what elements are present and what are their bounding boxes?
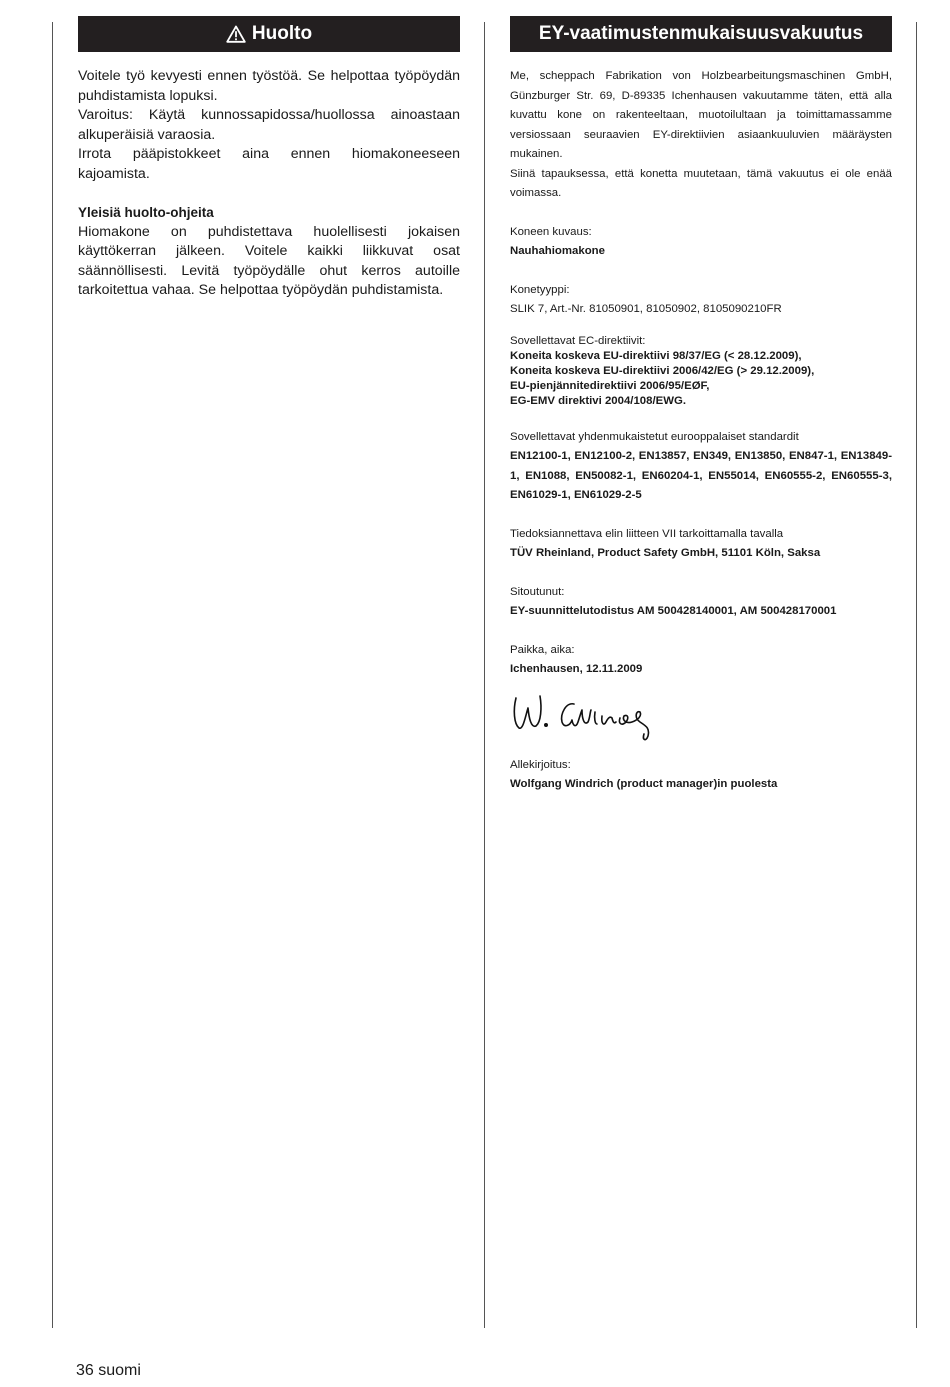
paragraph-general-maintenance: Hiomakone on puhdistettava huolellisesti jokaisen käyttökerran jälkeen. Voitele kaikki liikkuvat osat säännöllisesti. Levitä työpöydälle ohut kerros autoille tarkoitettua vahaa. Se helpottaa työpöydän puhdistamista.	[78, 223, 460, 298]
commitment-label: Sitoutunut:	[510, 585, 565, 598]
declaration-column	[510, 16, 892, 795]
maintenance-text	[78, 67, 460, 301]
right-border-rule	[916, 22, 917, 1328]
directive-item: EG-EMV direktivi 2004/108/EWG.	[510, 394, 686, 407]
machine-value: Nauhahiomakone	[510, 245, 605, 257]
center-column-rule	[484, 22, 485, 1328]
left-border-rule	[52, 22, 53, 1328]
declaration-title: EY-vaatimustenmukaisuusvakuutus	[538, 23, 864, 44]
standards-label: Sovellettavat yhdenmukaistetut eurooppalaiset standardit	[510, 430, 799, 443]
general-maintenance-subheading: Yleisiä huolto-ohjeita	[78, 205, 214, 220]
declaration-intro: Me, scheppach Fabrikation von Holzbearbeitungsmaschinen GmbH, Günzburger Str. 69, D-89335 Ichenhausen vakuutamme täten, että alla kuvattu kone on rakenteeltaan, muotoilultaan ja toimittamassamme versiossaan seuraavien EY-direktiivien asiaankuuluvien määräysten mukainen.	[510, 70, 892, 160]
place-date-value: Ichenhausen, 12.11.2009	[510, 663, 643, 675]
paragraph-lubricate: Voitele työ kevyesti ennen työstöä. Se helpottaa työpöydän puhdistamista lopuksi.	[78, 68, 460, 104]
declaration-text	[510, 67, 892, 795]
directive-item: Koneita koskeva EU-direktiivi 2006/42/EG (> 29.12.2009),	[510, 364, 815, 377]
paragraph-spare-parts: Varoitus: Käytä kunnossapidossa/huollossa ainoastaan alkuperäisiä varaosia.	[78, 107, 460, 143]
warning-triangle-icon	[226, 25, 246, 43]
commitment-value: EY-suunnittelutodistus AM 500428140001, AM 500428170001	[510, 605, 837, 617]
machine-label: Koneen kuvaus:	[510, 225, 592, 238]
notified-body-value: TÜV Rheinland, Product Safety GmbH, 51101 Köln, Saksa	[510, 547, 821, 559]
paragraph-unplug: Irrota pääpistokkeet aina ennen hiomakoneeseen kajoamista.	[78, 146, 460, 182]
maintenance-heading	[78, 16, 460, 52]
signature-value: Wolfgang Windrich (product manager)in puolesta	[510, 778, 778, 790]
directives-label: Sovellettavat EC-direktiivit:	[510, 334, 646, 347]
notified-body-label: Tiedoksiannettava elin liitteen VII tarkoittamalla tavalla	[510, 527, 784, 540]
page-number: 36 suomi	[76, 1362, 141, 1379]
signature-label: Allekirjoitus:	[510, 758, 571, 771]
maintenance-title: Huolto	[251, 23, 313, 44]
directive-item: Koneita koskeva EU-direktiivi 98/37/EG (< 28.12.2009),	[510, 349, 802, 362]
maintenance-column	[78, 16, 460, 301]
handwritten-signature	[510, 690, 892, 748]
declaration-validity: Siinä tapauksessa, että konetta muutetaan, tämä vakuutus ei ole enää voimassa.	[510, 167, 892, 199]
place-date-label: Paikka, aika:	[510, 643, 575, 656]
standards-value: EN12100-1, EN12100-2, EN13857, EN349, EN13850, EN847-1, EN13849-1, EN1088, EN50082-1, EN60204-1, EN55014, EN60555-2, EN60555-3, EN61029-1, EN61029-2-5	[510, 450, 892, 501]
declaration-heading	[510, 16, 892, 52]
type-label: Konetyyppi:	[510, 283, 570, 296]
directive-item: EU-pienjännitedirektiivi 2006/95/EØF,	[510, 379, 710, 392]
type-value: SLIK 7, Art.-Nr. 81050901, 81050902, 8105090210FR	[510, 303, 782, 315]
